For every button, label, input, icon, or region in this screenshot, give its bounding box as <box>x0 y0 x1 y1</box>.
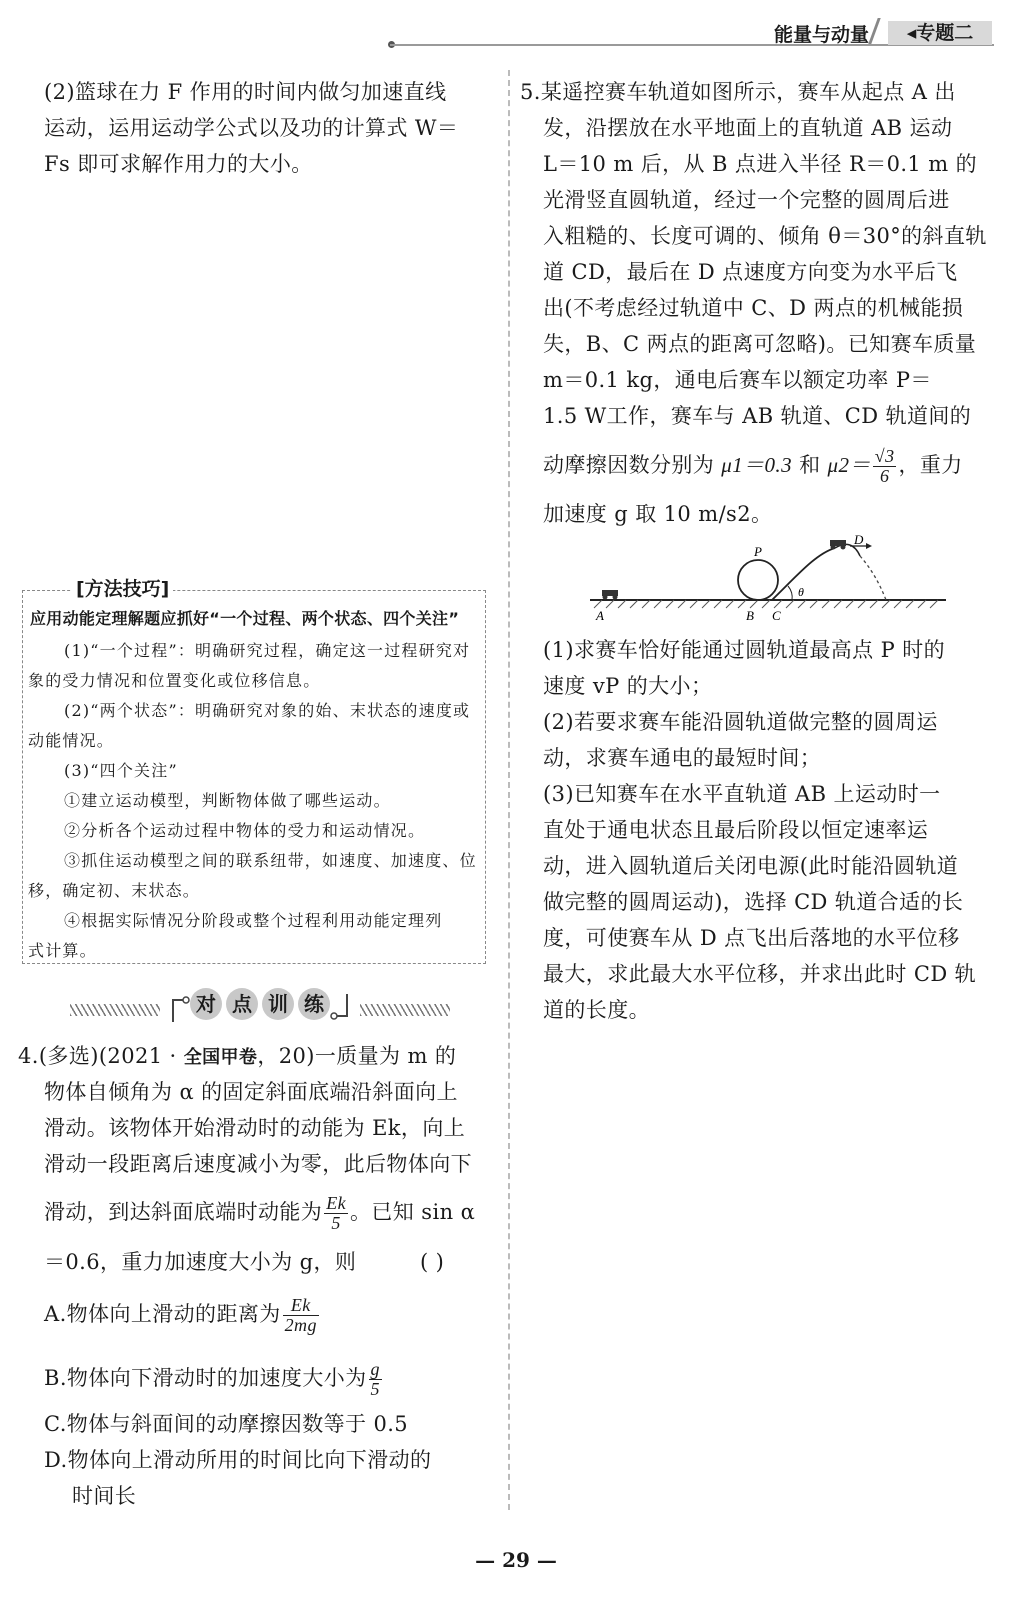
fraction-denominator: 5 <box>331 1213 341 1233</box>
method-tip-line: ②分析各个运动过程中物体的受力和运动情况。 <box>64 821 426 840</box>
solution-line-2: 运动，运用运动学公式以及功的计算式 W＝ <box>44 116 459 140</box>
point-b-label: B <box>746 608 754 623</box>
chapter-title: 能量与动量 <box>774 24 870 46</box>
question-text: ，重力 <box>898 453 963 477</box>
point-d-label: D <box>854 534 864 547</box>
fraction-denominator: 2mg <box>284 1315 317 1335</box>
race-car-top-icon <box>830 540 846 550</box>
option-text: 物体与斜面间的动摩擦因数等于 0.5 <box>66 1412 409 1436</box>
solution-line-1: (2)篮球在力 F 作用的时间内做匀加速直线 <box>44 80 447 104</box>
sub-question-3-line: 最大，求此最大水平位移，并求出此时 CD 轨 <box>543 962 977 986</box>
question-source-name: 全国甲卷 <box>183 1047 258 1068</box>
question-5-line: L＝10 m 后，从 B 点进入半径 R＝0.1 m 的 <box>543 152 978 176</box>
method-tip-line: 动能情况。 <box>28 731 115 750</box>
question-5-line: 出(不考虑经过轨道中 C、D 两点的机械能损 <box>543 296 964 320</box>
sub-question-1: (1)求赛车恰好能通过圆轨道最高点 P 时的 <box>543 638 946 662</box>
projectile-path <box>860 556 886 600</box>
method-tip-line: ④根据实际情况分阶段或整个过程利用动能定理列 <box>64 911 443 930</box>
sub-question-3-line: 动，进入圆轨道后关闭电源(此时能沿圆轨道 <box>543 854 959 878</box>
option-label: C. <box>44 1412 67 1436</box>
page-number: — 29 — <box>475 1548 557 1572</box>
option-a[interactable] <box>44 1292 321 1336</box>
method-tip-line: 象的受力情况和位置变化或位移信息。 <box>28 671 321 690</box>
question-source: (2021 · <box>98 1044 184 1068</box>
mu1-value: μ1＝0.3 <box>721 453 792 477</box>
banner-hatch-right <box>360 1004 450 1016</box>
question-5-line: 光滑竖直圆轨道，经过一个完整的圆周后进 <box>543 188 950 212</box>
question-text: 某遥控赛车轨道如图所示，赛车从起点 A 出 <box>540 80 956 104</box>
method-tip-line: (2)“两个状态”：明确研究对象的始、末状态的速度或 <box>64 701 471 720</box>
question-4-line-4: 滑动一段距离后速度减小为零，此后物体向下 <box>44 1152 472 1176</box>
sub-question-1-cont: 速度 vP 的大小； <box>543 674 713 698</box>
banner-hatch-left <box>70 1004 160 1016</box>
track-figure <box>590 534 950 626</box>
method-tip-line: (1)“一个过程”：明确研究过程，确定这一过程研究对 <box>64 641 471 660</box>
option-label: D. <box>44 1448 68 1472</box>
option-label: B. <box>44 1366 67 1390</box>
fraction-denominator: 6 <box>879 466 890 486</box>
question-4-line-2: 物体自倾角为 α 的固定斜面底端沿斜面向上 <box>44 1080 458 1104</box>
sub-question-3-line: 度，可使赛车从 D 点飞出后落地的水平位移 <box>543 926 960 950</box>
race-car-start-icon <box>602 590 618 600</box>
point-c-label: C <box>772 608 781 623</box>
question-5-line: 失，B、C 两点的距离可忽略)。已知赛车质量 <box>543 332 977 356</box>
option-text: 物体向下滑动时的加速度大小为 <box>66 1366 367 1390</box>
question-text: 动摩擦因数分别为 <box>543 453 715 477</box>
method-tip-line: ①建立运动模型，判断物体做了哪些运动。 <box>64 791 391 810</box>
question-4-line-6: ＝0.6，重力加速度大小为 g，则 <box>44 1250 357 1274</box>
fraction-g-over-5 <box>369 1360 382 1399</box>
sub-question-3-line: 做完整的圆周运动)，选择 CD 轨道合适的长 <box>543 890 964 914</box>
banner-char: 点 <box>226 988 258 1020</box>
answer-bracket: ( ) <box>420 1250 445 1274</box>
method-tip-line: 移，确定初、末状态。 <box>28 881 201 900</box>
question-text: 一质量为 m 的 <box>314 1044 457 1068</box>
point-p-label: P <box>754 544 762 559</box>
option-c[interactable] <box>44 1406 408 1442</box>
question-text: 滑动，到达斜面底端时动能为 <box>44 1200 323 1224</box>
method-tip-line: 式计算。 <box>28 941 97 960</box>
question-5-line: 发，沿摆放在水平地面上的直轨道 AB 运动 <box>543 116 953 140</box>
option-text: 物体向上滑动所用的时间比向下滑动的 <box>67 1448 432 1472</box>
banner-char: 对 <box>190 988 222 1020</box>
banner-char: 练 <box>298 988 330 1020</box>
sub-question-3-line: 直处于通电状态且最后阶段以恒定速率运 <box>543 818 929 842</box>
circular-track <box>738 560 778 600</box>
question-text: 和 <box>799 453 821 477</box>
method-tips-heading: 应用动能定理解题应抓好“一个过程、两个状态、四个关注” <box>30 609 460 628</box>
solution-line-3: Fs 即可求解作用力的大小。 <box>44 152 313 176</box>
column-divider <box>508 70 510 1510</box>
question-5-gravity-line: 加速度 g 取 10 m/s2。 <box>543 502 773 526</box>
point-a-label: A <box>596 608 604 623</box>
fraction-numerator: Ek <box>283 1296 319 1316</box>
fraction-numerator: √3 <box>874 446 895 467</box>
banner-char: 训 <box>262 988 294 1020</box>
option-d[interactable] <box>44 1442 431 1478</box>
fraction-numerator: Ek <box>326 1193 346 1214</box>
mu2-label: μ2＝ <box>827 453 871 477</box>
question-5-line-1 <box>520 74 956 110</box>
topic-tag: ◂专题二 <box>888 21 992 45</box>
question-number: 4. <box>18 1044 39 1068</box>
option-text: 物体向上滑动的距离为 <box>66 1302 281 1326</box>
fraction-denominator: 5 <box>370 1379 380 1399</box>
option-d-continued: 时间长 <box>72 1484 137 1508</box>
question-5-line: 1.5 W工作，赛车与 AB 轨道、CD 轨道间的 <box>543 404 972 428</box>
angle-theta-label: θ <box>798 585 804 599</box>
sub-question-3-line: 道的长度。 <box>543 998 650 1022</box>
question-4-line-1 <box>18 1038 456 1076</box>
question-5-line: 入粗糙的、长度可调的、倾角 θ＝30°的斜直轨 <box>543 224 987 248</box>
option-b[interactable] <box>44 1356 384 1400</box>
method-tip-line: ③抓住运动模型之间的联系纽带，如速度、加速度、位 <box>64 851 477 870</box>
fraction-sqrt3-over-6 <box>873 447 897 486</box>
fraction-ek-over-5 <box>324 1194 348 1233</box>
question-text: 。已知 sin α <box>350 1200 476 1224</box>
question-4-line-5 <box>44 1190 475 1234</box>
question-4-line-3: 滑动。该物体开始滑动时的动能为 Ek，向上 <box>44 1116 466 1140</box>
method-tip-line: (3)“四个关注” <box>64 761 178 780</box>
fraction-numerator: g <box>370 1359 380 1380</box>
question-tag: (多选) <box>38 1044 99 1068</box>
question-source-number: ，20) <box>257 1044 315 1068</box>
question-5-mu-line <box>543 440 963 490</box>
question-5-line: m＝0.1 kg，通电后赛车以额定功率 P＝ <box>543 368 932 392</box>
sub-question-2-cont: 动，求赛车通电的最短时间； <box>543 746 822 770</box>
question-number: 5. <box>520 80 541 104</box>
sub-question-3: (3)已知赛车在水平直轨道 AB 上运动时一 <box>543 782 941 806</box>
option-label: A. <box>44 1302 67 1326</box>
question-5-line: 道 CD，最后在 D 点速度方向变为水平后飞 <box>543 260 958 284</box>
method-tips-title: [方法技巧] <box>72 577 173 601</box>
sub-question-2: (2)若要求赛车能沿圆轨道做完整的圆周运 <box>543 710 938 734</box>
fraction-ek-over-2mg <box>283 1296 319 1335</box>
